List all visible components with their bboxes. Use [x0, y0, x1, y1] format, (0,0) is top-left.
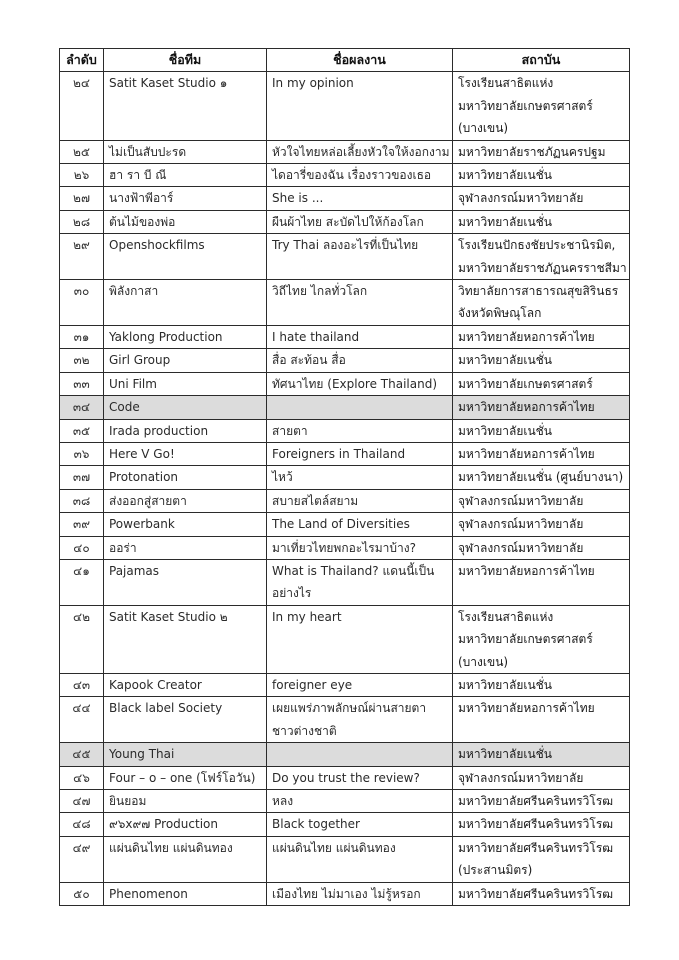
row-number: ๔๘ [60, 813, 104, 836]
institution-cell [453, 559, 630, 605]
document-page [59, 48, 629, 906]
institution-line: จังหวัดพิษณุโลก [458, 306, 542, 321]
institution-line: มหาวิทยาลัยหอการค้าไทย [458, 329, 595, 344]
team-name-cell: Kapook Creator [104, 673, 267, 696]
team-name-cell: ส่งออกสู่สายตา [104, 489, 267, 512]
work-title-line: ทัศนาไทย (Explore Thailand) [272, 376, 437, 391]
team-name-cell: แผ่นดินไทย แผ่นดินทอง [104, 836, 267, 882]
team-list-table [59, 48, 630, 906]
team-name-cell: Four – o – one (โฟร์โอวัน) [104, 766, 267, 789]
work-title-line: ไหว้ [272, 470, 293, 485]
work-title-cell [267, 836, 453, 882]
table-row [60, 790, 630, 813]
institution-line: มหาวิทยาลัยเกษตรศาสตร์ [458, 632, 593, 647]
institution-cell [453, 396, 630, 419]
institution-cell [453, 790, 630, 813]
row-number: ๔๕ [60, 743, 104, 766]
institution-cell [453, 187, 630, 210]
team-name-cell: ออร่า [104, 536, 267, 559]
table-row [60, 325, 630, 348]
table-row [60, 140, 630, 163]
work-title-cell [267, 72, 453, 140]
institution-cell [453, 513, 630, 536]
institution-cell [453, 882, 630, 905]
table-row [60, 187, 630, 210]
institution-line: มหาวิทยาลัยศรีนครินทรวิโรฒ [458, 840, 614, 855]
institution-cell [453, 140, 630, 163]
institution-line: มหาวิทยาลัยหอการค้าไทย [458, 446, 595, 461]
table-row [60, 489, 630, 512]
institution-line: มหาวิทยาลัยเนชั่น [458, 747, 553, 762]
work-title-cell [267, 513, 453, 536]
institution-cell [453, 234, 630, 280]
work-title-line: หัวใจไทยหล่อเลี้ยงหัวใจให้งอกงาม [272, 144, 450, 159]
row-number: ๒๙ [60, 234, 104, 280]
institution-line: มหาวิทยาลัยเนชั่น [458, 353, 553, 368]
team-name-cell: Here V Go! [104, 442, 267, 465]
row-number: ๓๗ [60, 466, 104, 489]
work-title-cell [267, 396, 453, 419]
row-number: ๔๐ [60, 536, 104, 559]
work-title-line: หลง [272, 794, 294, 808]
work-title-cell [267, 372, 453, 395]
table-body [60, 72, 630, 906]
team-name-cell: ไม่เป็นสับปะรด [104, 140, 267, 163]
table-row [60, 673, 630, 696]
header-work-title: ชื่อผลงาน [267, 49, 453, 72]
work-title-line: In my opinion [272, 76, 354, 91]
row-number: ๓๕ [60, 419, 104, 442]
work-title-line: The Land of Diversities [272, 517, 410, 532]
institution-line: วิทยาลัยการสาธารณสุขสิรินธร [458, 284, 619, 299]
work-title-line: มาเที่ยวไทยพกอะไรมาบ้าง? [272, 540, 416, 555]
institution-cell [453, 605, 630, 673]
work-title-cell [267, 605, 453, 673]
team-name-cell: Uni Film [104, 372, 267, 395]
institution-line: มหาวิทยาลัยหอการค้าไทย [458, 400, 595, 415]
table-row [60, 766, 630, 789]
work-title-cell [267, 419, 453, 442]
team-name-cell: ยินยอม [104, 790, 267, 813]
institution-line: มหาวิทยาลัยศรีนครินทรวิโรฒ [458, 817, 614, 832]
work-title-line: สบายสไตล์สยาม [272, 493, 359, 508]
institution-line: จุฬาลงกรณ์มหาวิทยาลัย [458, 517, 584, 532]
row-number: ๔๔ [60, 697, 104, 743]
row-number: ๒๗ [60, 187, 104, 210]
institution-cell [453, 673, 630, 696]
work-title-cell [267, 234, 453, 280]
institution-line: มหาวิทยาลัยเนชั่น [458, 214, 553, 229]
work-title-cell [267, 559, 453, 605]
row-number: ๔๖ [60, 766, 104, 789]
table-row [60, 536, 630, 559]
work-title-line: เผยแพร่ภาพลักษณ์ผ่านสายตา [272, 701, 427, 716]
institution-line: จุฬาลงกรณ์มหาวิทยาลัย [458, 540, 584, 555]
institution-cell [453, 813, 630, 836]
row-number: ๓๑ [60, 325, 104, 348]
table-row [60, 210, 630, 233]
work-title-line: วิถีไทย ไกลทั่วโลก [272, 284, 368, 299]
work-title-line: Try Thai ลองอะไรที่เป็นไทย [272, 238, 419, 253]
institution-line: มหาวิทยาลัยเกษตรศาสตร์ [458, 376, 593, 391]
header-team-name: ชื่อทีม [104, 49, 267, 72]
team-name-cell: Young Thai [104, 743, 267, 766]
table-row [60, 396, 630, 419]
row-number: ๓๓ [60, 372, 104, 395]
work-title-cell [267, 466, 453, 489]
work-title-cell [267, 673, 453, 696]
institution-cell [453, 325, 630, 348]
institution-cell [453, 164, 630, 187]
team-name-cell: Girl Group [104, 349, 267, 372]
header-row [60, 49, 630, 72]
row-number: ๔๙ [60, 836, 104, 882]
institution-line: (บางเขน) [458, 654, 509, 669]
institution-line: โรงเรียนสาธิตแห่ง [458, 609, 554, 624]
institution-cell [453, 280, 630, 326]
work-title-cell [267, 325, 453, 348]
row-number: ๓๐ [60, 280, 104, 326]
institution-cell [453, 466, 630, 489]
table-row [60, 559, 630, 605]
team-name-cell: Code [104, 396, 267, 419]
work-title-line: สายตา [272, 423, 308, 438]
institution-line: มหาวิทยาลัยเนชั่น (ศูนย์บางนา) [458, 470, 624, 485]
team-name-cell: Phenomenon [104, 882, 267, 905]
institution-cell [453, 372, 630, 395]
table-row [60, 697, 630, 743]
institution-line: โรงเรียนสาธิตแห่ง [458, 76, 554, 91]
institution-line: มหาวิทยาลัยเนชั่น [458, 168, 553, 183]
team-name-cell: Black label Society [104, 697, 267, 743]
table-row [60, 442, 630, 465]
table-row [60, 513, 630, 536]
institution-line: จุฬาลงกรณ์มหาวิทยาลัย [458, 770, 584, 785]
row-number: ๕๐ [60, 882, 104, 905]
work-title-line: Foreigners in Thailand [272, 446, 406, 461]
institution-cell [453, 743, 630, 766]
institution-cell [453, 536, 630, 559]
table-row [60, 72, 630, 140]
work-title-line: I hate thailand [272, 329, 360, 344]
row-number: ๒๕ [60, 140, 104, 163]
institution-cell [453, 72, 630, 140]
institution-cell [453, 419, 630, 442]
institution-line: มหาวิทยาลัยเนชั่น [458, 677, 553, 692]
row-number: ๓๙ [60, 513, 104, 536]
team-name-cell: พิลังกาสา [104, 280, 267, 326]
work-title-cell [267, 442, 453, 465]
work-title-cell [267, 743, 453, 766]
header-institution: สถาบัน [453, 49, 630, 72]
work-title-cell [267, 536, 453, 559]
institution-line: มหาวิทยาลัยราชภัฏนครปฐม [458, 144, 606, 159]
row-number: ๒๘ [60, 210, 104, 233]
table-row [60, 836, 630, 882]
row-number: ๒๖ [60, 164, 104, 187]
work-title-line: What is Thailand? แดนนี้เป็น [272, 563, 435, 578]
table-row [60, 419, 630, 442]
institution-cell [453, 836, 630, 882]
row-number: ๔๗ [60, 790, 104, 813]
team-name-cell: Irada production [104, 419, 267, 442]
institution-line: มหาวิทยาลัยหอการค้าไทย [458, 563, 595, 578]
table-row [60, 882, 630, 905]
row-number: ๔๑ [60, 559, 104, 605]
table-row [60, 280, 630, 326]
institution-cell [453, 766, 630, 789]
table-row [60, 372, 630, 395]
row-number: ๔๒ [60, 605, 104, 673]
table-row [60, 164, 630, 187]
institution-line: (ประสานมิตร) [458, 863, 533, 878]
row-number: ๔๓ [60, 673, 104, 696]
table-row [60, 605, 630, 673]
institution-line: มหาวิทยาลัยเกษตรศาสตร์ [458, 98, 593, 113]
team-name-cell: Satit Kaset Studio ๒ [104, 605, 267, 673]
work-title-line: Black together [272, 817, 360, 832]
work-title-line: She is ... [272, 191, 324, 206]
work-title-cell [267, 187, 453, 210]
institution-line: มหาวิทยาลัยราชภัฏนครราชสีมา [458, 260, 627, 275]
institution-cell [453, 442, 630, 465]
row-number: ๓๔ [60, 396, 104, 419]
institution-line: (บางเขน) [458, 121, 509, 136]
team-name-cell: ฮา รา บี ณี [104, 164, 267, 187]
team-name-cell: Protonation [104, 466, 267, 489]
institution-line: มหาวิทยาลัยหอการค้าไทย [458, 701, 595, 716]
institution-cell [453, 349, 630, 372]
work-title-line: เมืองไทย ไม่มาเอง ไม่รู้หรอก [272, 886, 421, 901]
institution-cell [453, 697, 630, 743]
work-title-cell [267, 210, 453, 233]
institution-line: โรงเรียนปักธงชัยประชานิรมิต, [458, 238, 616, 253]
team-name-cell: ๙๖x๙๗ Production [104, 813, 267, 836]
work-title-cell [267, 349, 453, 372]
team-name-cell: Openshockfilms [104, 234, 267, 280]
institution-line: มหาวิทยาลัยเนชั่น [458, 423, 553, 438]
institution-cell [453, 489, 630, 512]
work-title-line: In my heart [272, 609, 342, 624]
institution-line: มหาวิทยาลัยศรีนครินทรวิโรฒ [458, 886, 614, 901]
table-header [60, 49, 630, 72]
row-number: ๓๒ [60, 349, 104, 372]
work-title-line: ไดอารี่ของฉัน เรื่องราวของเธอ [272, 168, 432, 183]
row-number: ๒๔ [60, 72, 104, 140]
institution-line: จุฬาลงกรณ์มหาวิทยาลัย [458, 493, 584, 508]
team-name-cell: ต้นไม้ของพ่อ [104, 210, 267, 233]
header-number: ลำดับ [60, 49, 104, 72]
work-title-cell [267, 280, 453, 326]
institution-cell [453, 210, 630, 233]
table-row [60, 234, 630, 280]
institution-line: มหาวิทยาลัยศรีนครินทรวิโรฒ [458, 794, 614, 808]
work-title-cell [267, 164, 453, 187]
row-number: ๓๘ [60, 489, 104, 512]
team-name-cell: Satit Kaset Studio ๑ [104, 72, 267, 140]
work-title-line: อย่างไร [272, 586, 312, 601]
team-name-cell: นางฟ้าพีอาร์ [104, 187, 267, 210]
row-number: ๓๖ [60, 442, 104, 465]
table-row [60, 349, 630, 372]
table-row [60, 466, 630, 489]
team-name-cell: Pajamas [104, 559, 267, 605]
work-title-line: แผ่นดินไทย แผ่นดินทอง [272, 840, 396, 855]
team-name-cell: Yaklong Production [104, 325, 267, 348]
table-row [60, 743, 630, 766]
team-name-cell: Powerbank [104, 513, 267, 536]
work-title-cell [267, 697, 453, 743]
work-title-line: ชาวต่างชาติ [272, 723, 337, 738]
work-title-line: foreigner eye [272, 677, 353, 692]
work-title-cell [267, 790, 453, 813]
work-title-line: สื่อ สะท้อน สื่อ [272, 353, 346, 368]
work-title-cell [267, 882, 453, 905]
work-title-cell [267, 140, 453, 163]
institution-line: จุฬาลงกรณ์มหาวิทยาลัย [458, 191, 584, 206]
work-title-line: Do you trust the review? [272, 770, 420, 785]
work-title-cell [267, 766, 453, 789]
work-title-cell [267, 489, 453, 512]
work-title-cell [267, 813, 453, 836]
table-row [60, 813, 630, 836]
work-title-line: ผืนผ้าไทย สะบัดไปให้ก้องโลก [272, 214, 424, 229]
